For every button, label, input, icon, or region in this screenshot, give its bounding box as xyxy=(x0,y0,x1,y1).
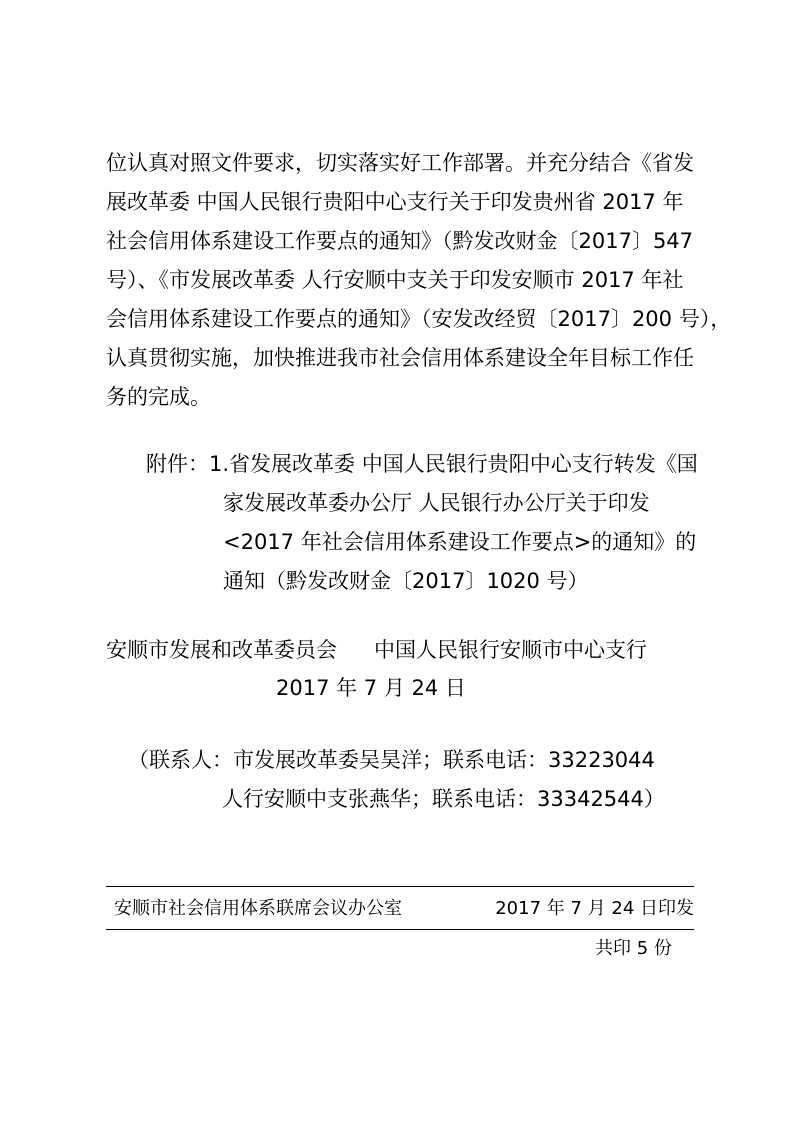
signature-date: 2017 年 7 月 24 日 xyxy=(276,676,466,700)
body-line: 号）、《市发展改革委 人行安顺中支关于印发安顺市 2017 年社 xyxy=(106,268,684,292)
attachment-line: 通知（黔发改财金〔2017〕1020 号） xyxy=(223,569,589,593)
contact-line-1: （联系人：市发展改革委吴昊洋；联系电话：33223044 xyxy=(128,748,655,772)
body-line: 位认真对照文件要求，切实落实好工作部署。并充分结合《省发 xyxy=(106,151,694,175)
attachment-line: 家发展改革委办公厅 人民银行办公厅关于印发 xyxy=(223,491,650,515)
print-date: 2017 年 7 月 24 日印发 xyxy=(495,898,694,919)
body-paragraph xyxy=(106,144,732,417)
attachment-line: 附件：1.省发展改革委 中国人民银行贵阳中心支行转发《国 xyxy=(146,452,698,476)
issuing-office: 安顺市社会信用体系联席会议办公室 xyxy=(114,898,402,919)
body-line: 认真贯彻实施，加快推进我市社会信用体系建设全年目标工作任 xyxy=(106,346,694,370)
body-line: 社会信用体系建设工作要点的通知》（黔发改财金〔2017〕547 xyxy=(106,229,694,253)
contact-line-2: 人行安顺中支张燕华；联系电话：33342544） xyxy=(222,787,665,811)
footer-top-rule xyxy=(106,886,694,887)
copy-count: 共印 5 份 xyxy=(595,938,672,959)
body-line: 展改革委 中国人民银行贵阳中心支行关于印发贵州省 2017 年 xyxy=(106,190,684,214)
signer-org-2: 中国人民银行安顺市中心支行 xyxy=(374,638,647,662)
attachment-list xyxy=(146,445,698,601)
contact-info xyxy=(128,741,665,819)
body-line: 务的完成。 xyxy=(106,385,211,409)
body-line: 会信用体系建设工作要点的通知》（安发改经贸〔2017〕200 号）， xyxy=(106,307,732,331)
signer-org-1: 安顺市发展和改革委员会 xyxy=(106,638,337,662)
footer-row xyxy=(114,895,694,923)
attachment-line: <2017 年社会信用体系建设工作要点>的通知》的 xyxy=(223,530,697,554)
footer-bottom-rule xyxy=(106,929,694,930)
signature-block xyxy=(106,631,706,700)
